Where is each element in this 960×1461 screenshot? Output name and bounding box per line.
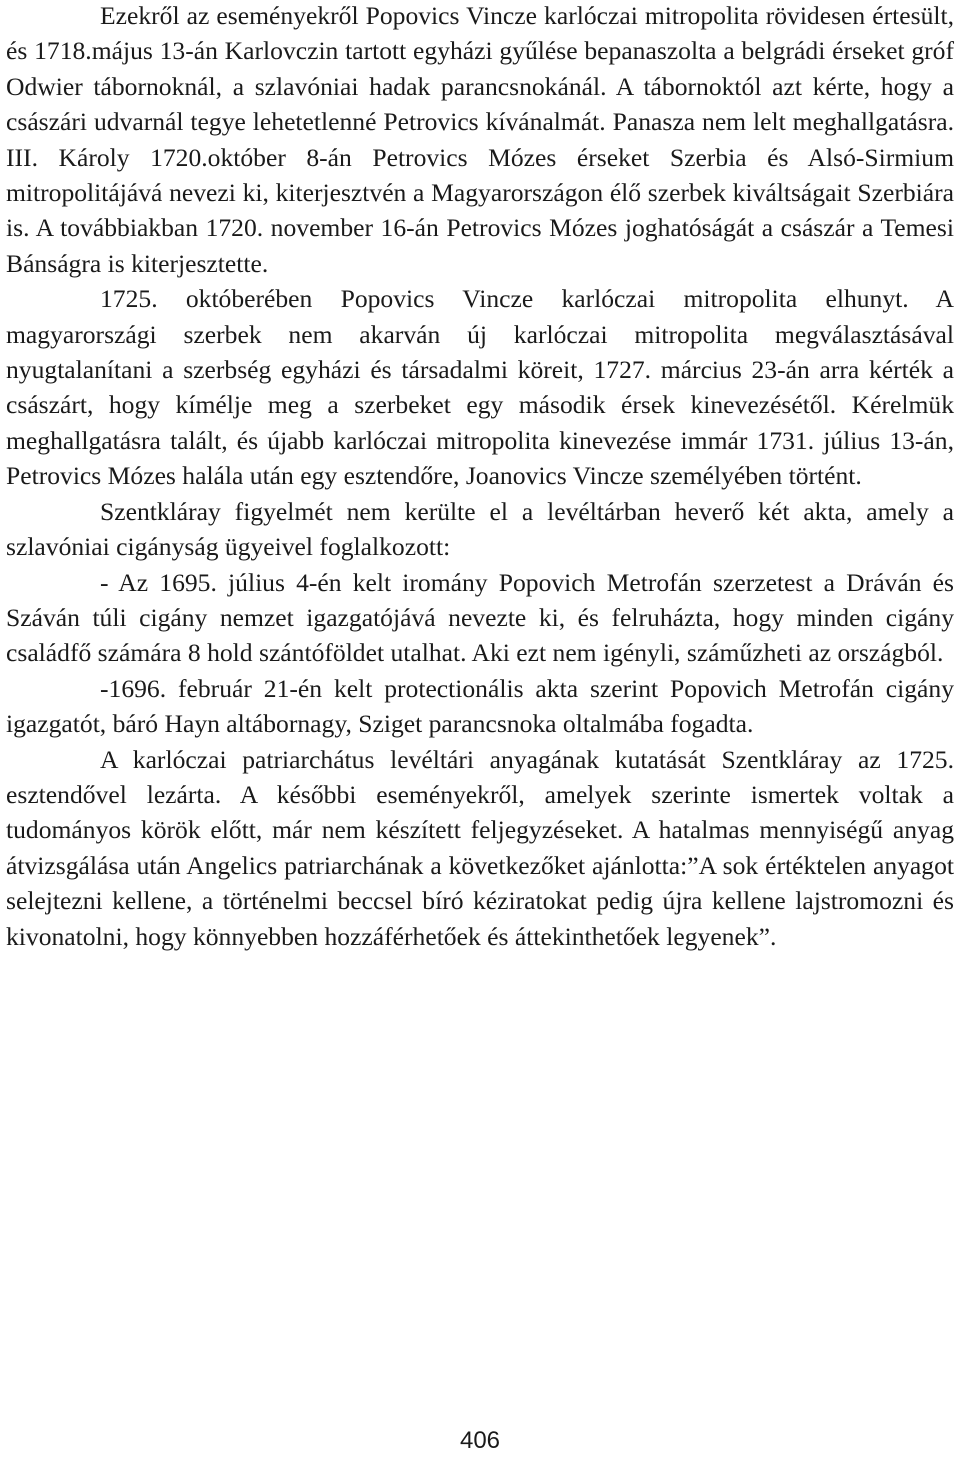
- paragraph-act-1695: - Az 1695. július 4-én kelt iromány Popovich Metrofán szerzetest a Dráván és Száván túli cigány nemzet igazgatójává nevezte ki, és felruházta, hogy minden cigány családfő számára 8 hold szántóföldet utalhat. Aki ezt nem igényli, száműzheti az országból.: [6, 567, 954, 668]
- paragraph-act-1696: -1696. február 21-én kelt protectionális akta szerint Popovich Metrofán cigány igazgatót, báró Hayn altábornagy, Sziget parancsnoka oltalmába fogadta.: [6, 673, 954, 739]
- paragraph-szentklaray-acts: Szentkláray figyelmét nem kerülte el a levéltárban heverő két akta, amely a szlavóniai cigányság ügyeivel foglalkozott:: [6, 496, 954, 562]
- page-number: 406: [459, 1427, 501, 1454]
- paragraph-popovics-report: Ezekről az eseményekről Popovics Vincze karlóczai mitropolita rövidesen értesült, és 1718.május 13-án Karlovczin tartott egyházi gyűlése bepanaszolta a belgrádi érseket gróf Odwier tábornoknál, a szlavóniai hadak parancsnokánál. A tábornoktól azt kérte, hogy a császári udvarnál tegye lehetetlenné Petrovics kívánalmát. Panasza nem lelt meghallgatásra. III. Károly 1720.október 8-án Petrovics Mózes érseket Szerbia és Alsó-Sirmium mitropolitájává nevezi ki, kiterjesztvén a Magyarországon élő szerbek kiváltságait Szerbiára is. A továbbiakban 1720. november 16-án Petrovics Mózes joghatóságát a császár a Temesi Bánságra is kiterjesztette.: [6, 1, 954, 278]
- paragraph-research-closed: A karlóczai patriarchátus levéltári anyagának kutatását Szentkláray az 1725. esztendővel lezárta. A későbbi eseményekről, amelyek szerinte ismertek voltak a tudományos körök előtt, már nem készített feljegyzéseket. A hatalmas mennyiségű anyag átvizsgálása után Angelics patriarchának a következőket ajánlotta:”A sok értéktelen anyagot selejtezni kellene, a történelmi beccsel bíró kéziratokat pedig újra kellene lajstromozni és kivonatolni, hogy könnyebben hozzáférhetőek és áttekinthetőek legyenek”.: [6, 744, 954, 951]
- paragraph-death-1725: 1725. októberében Popovics Vincze karlóczai mitropolita elhunyt. A magyarországi szerbek nem akarván új karlóczai mitropolita megválasztásával nyugtalanítani a szerbség egyházi és társadalmi köreit, 1727. március 23-án arra kérték a császárt, hogy kímélje meg a szerbeket egy második érsek kinevezésétől. Kérelmük meghallgatásra talált, és újabb karlóczai mitropolita kinevezése immár 1731. július 13-án, Petrovics Mózes halála után egy esztendőre, Joanovics Vincze személyében történt.: [6, 284, 954, 491]
